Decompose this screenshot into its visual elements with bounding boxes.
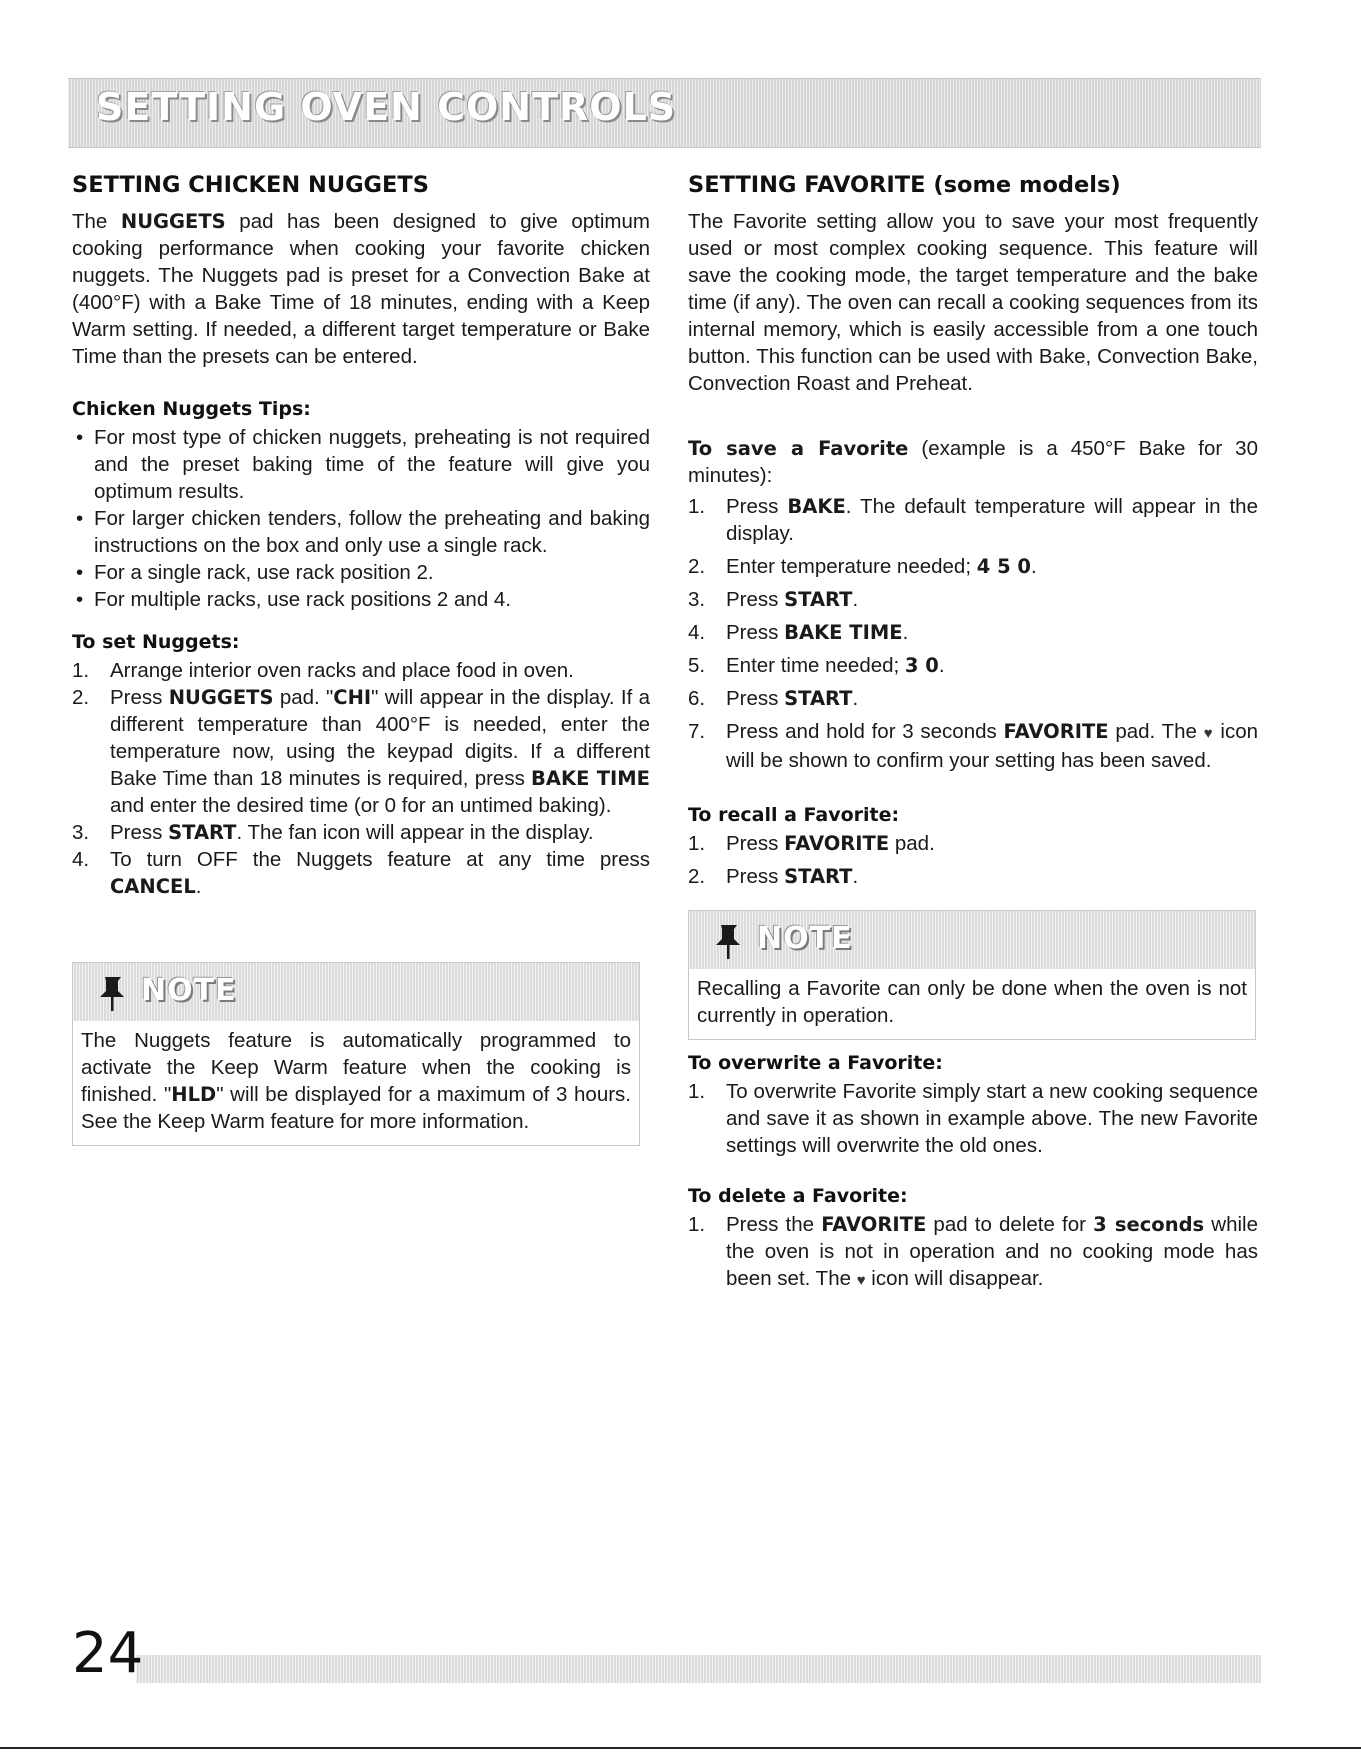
tips-list [72,424,650,613]
step-number: 3. [72,821,90,844]
step-bold: START [784,687,853,710]
step-bold: FAVORITE [821,1213,927,1236]
step-bold: 3 0 [904,654,939,677]
step-text: . [852,588,859,611]
step-text: Press [726,832,785,855]
step-text: To overwrite Favorite simply start a new cooking sequence and save it as shown in example above. The new Favorite settings will overwrite the old ones. [726,1080,1258,1157]
footer-bar [136,1655,1261,1683]
step-text: icon will disappear. [865,1267,1044,1290]
list-item [688,493,1258,547]
step-number: 2. [72,686,90,709]
tip-text: For multiple racks, use rack positions 2 and 4. [94,588,512,611]
step-text: . The fan icon will appear in the display. [236,821,594,844]
step-text: . [902,621,909,644]
delete-steps [688,1211,1258,1294]
step-number: 3. [688,588,706,611]
list-item [72,684,650,819]
tip-text: For most type of chicken nuggets, preheating is not required and the preset baking time of the feature will give you optimum results. [94,426,650,503]
list-item [688,553,1258,580]
recall-heading: To recall a Favorite: [688,804,900,826]
step-text: Press [110,821,169,844]
list-item [688,685,1258,712]
step-text: . [938,654,945,677]
list-item [688,1211,1258,1294]
step-number: 1. [688,1213,706,1236]
intro-text: The [72,210,121,233]
list-item [72,819,650,846]
step-number: 1. [688,495,706,518]
section-banner [68,78,1261,148]
step-number: 1. [688,1080,706,1103]
list-item [688,718,1258,774]
note-text [73,1021,639,1145]
step-number: 2. [688,555,706,578]
bullet-icon: • [76,426,84,449]
step-number: 7. [688,720,706,743]
step-bold: START [784,865,853,888]
set-nuggets-steps [72,657,650,900]
step-number: 4. [688,621,706,644]
bullet-icon: • [76,561,84,584]
step-bold: 4 5 0 [976,555,1032,578]
list-item [688,652,1258,679]
step-text: . [852,865,859,888]
step-text: . [195,875,202,898]
favorite-heading: SETTING FAVORITE (some models) [688,172,1121,198]
step-number: 2. [688,865,706,888]
step-bold: FAVORITE [784,832,890,855]
set-nuggets-heading: To set Nuggets: [72,631,240,653]
right-column [688,172,1258,1294]
step-number: 5. [688,654,706,677]
step-number: 1. [72,659,90,682]
list-item [72,505,650,559]
step-text: icon will be shown to confirm your setting has been saved. [726,720,1259,772]
list-item [72,586,650,613]
intro-text: pad has been designed to give optimum cooking performance when cooking your favorite chicken nuggets. The Nuggets pad is preset for a Convection Bake at (400°F) with a Bake Time of 18 minutes, ending with a Keep Warm setting. If needed, a different target temperature or Bake Time than the presets can be entered. [72,210,650,368]
step-text: Press [726,865,785,888]
note-header [73,963,639,1021]
pushpin-icon [95,975,129,1013]
list-item [72,846,650,900]
step-text: Enter temperature needed; [726,555,977,578]
bullet-icon: • [76,507,84,530]
nuggets-note-box [72,962,640,1146]
step-text: Press [726,621,785,644]
step-text: Enter time needed; [726,654,905,677]
step-bold: CANCEL [110,875,196,898]
step-number: 6. [688,687,706,710]
favorite-note-box [688,910,1256,1040]
step-text: Press [110,686,169,709]
step-text: . [852,687,859,710]
list-item [688,830,1258,857]
tip-text: For a single rack, use rack position 2. [94,561,434,584]
list-item [688,586,1258,613]
intro-bold: NUGGETS [120,210,226,233]
step-text: pad. " [273,686,334,709]
bottom-rule [0,1747,1361,1749]
list-item [688,1078,1258,1159]
step-text: Press and hold for 3 seconds [726,720,1004,743]
step-bold: BAKE TIME [784,621,903,644]
step-bold: START [784,588,853,611]
save-heading: To save a Favorite [688,437,909,460]
step-text: pad. The [1108,720,1204,743]
step-bold: START [168,821,237,844]
step-text: " will appear in the display. If a different temperature than 400°F is needed, enter the temperature now, using the keypad digits. If a different Bake Time than 18 minutes is required, press [110,686,650,790]
note-label: NOTE [757,921,853,956]
step-text: Press [726,588,785,611]
step-number: 4. [72,848,90,871]
favorite-intro: The Favorite setting allow you to save your most frequently used or most complex cooking sequence. This feature will save the cooking mode, the target temperature and the bake time (if any). The oven can recall a cooking sequences from its internal memory, which is easily accessible from a one touch button. This function can be used with Bake, Convection Bake, Convection Roast and Preheat. [688,210,1258,395]
delete-heading: To delete a Favorite: [688,1185,908,1207]
bullet-icon: • [76,588,84,611]
page-number: 24 [72,1621,144,1686]
note-text-part: " will be displayed for a maximum of 3 hours. See the Keep Warm feature for more information. [81,1083,631,1133]
step-number: 1. [688,832,706,855]
step-text: Press [726,687,785,710]
heart-icon: ♥ [856,1272,866,1289]
step-text: Press the [726,1213,822,1236]
step-text: Press [726,495,788,518]
step-bold: BAKE [787,495,846,518]
list-item [72,657,650,684]
step-bold: NUGGETS [168,686,274,709]
step-text: pad. [889,832,935,855]
list-item [688,619,1258,646]
overwrite-steps [688,1078,1258,1159]
left-column [72,172,650,1146]
save-favorite-steps [688,493,1258,774]
step-bold: BAKE TIME [531,767,650,790]
note-bold: HLD [171,1083,217,1106]
pushpin-icon [711,923,745,961]
note-text-part: The Nuggets feature is automatically programmed to activate the Keep Warm feature when the cooking is finished. " [81,1029,631,1106]
list-item [688,863,1258,890]
save-heading-rest: (example is a 450°F Bake for 30 minutes): [688,437,1258,487]
recall-steps [688,830,1258,890]
step-text: To turn OFF the Nuggets feature at any time press [110,848,650,871]
save-favorite-intro [688,435,1258,489]
step-text: . [1031,555,1037,578]
nuggets-heading: SETTING CHICKEN NUGGETS [72,172,429,198]
step-text: Arrange interior oven racks and place food in oven. [110,659,574,682]
step-text: . The default temperature will appear in the display. [726,495,1258,545]
banner-title: SETTING OVEN CONTROLS [96,85,677,129]
heart-icon: ♥ [1203,725,1214,742]
step-text: while the oven is not in operation and no cooking mode has been set. The [726,1213,1259,1290]
tip-text: For larger chicken tenders, follow the preheating and baking instructions on the box and only use a single rack. [94,507,650,557]
note-text: Recalling a Favorite can only be done when the oven is not currently in operation. [697,977,1247,1027]
list-item [72,424,650,505]
tips-heading: Chicken Nuggets Tips: [72,398,311,420]
step-text: pad to delete for [926,1213,1094,1236]
step-bold: 3 seconds [1093,1213,1205,1236]
overwrite-heading: To overwrite a Favorite: [688,1052,943,1074]
note-label: NOTE [141,973,237,1008]
step-bold: FAVORITE [1003,720,1109,743]
list-item [72,559,650,586]
nuggets-intro [72,208,650,370]
step-bold: CHI [333,686,372,709]
note-header [689,911,1255,969]
step-text: and enter the desired time (or 0 for an untimed baking). [110,794,612,817]
